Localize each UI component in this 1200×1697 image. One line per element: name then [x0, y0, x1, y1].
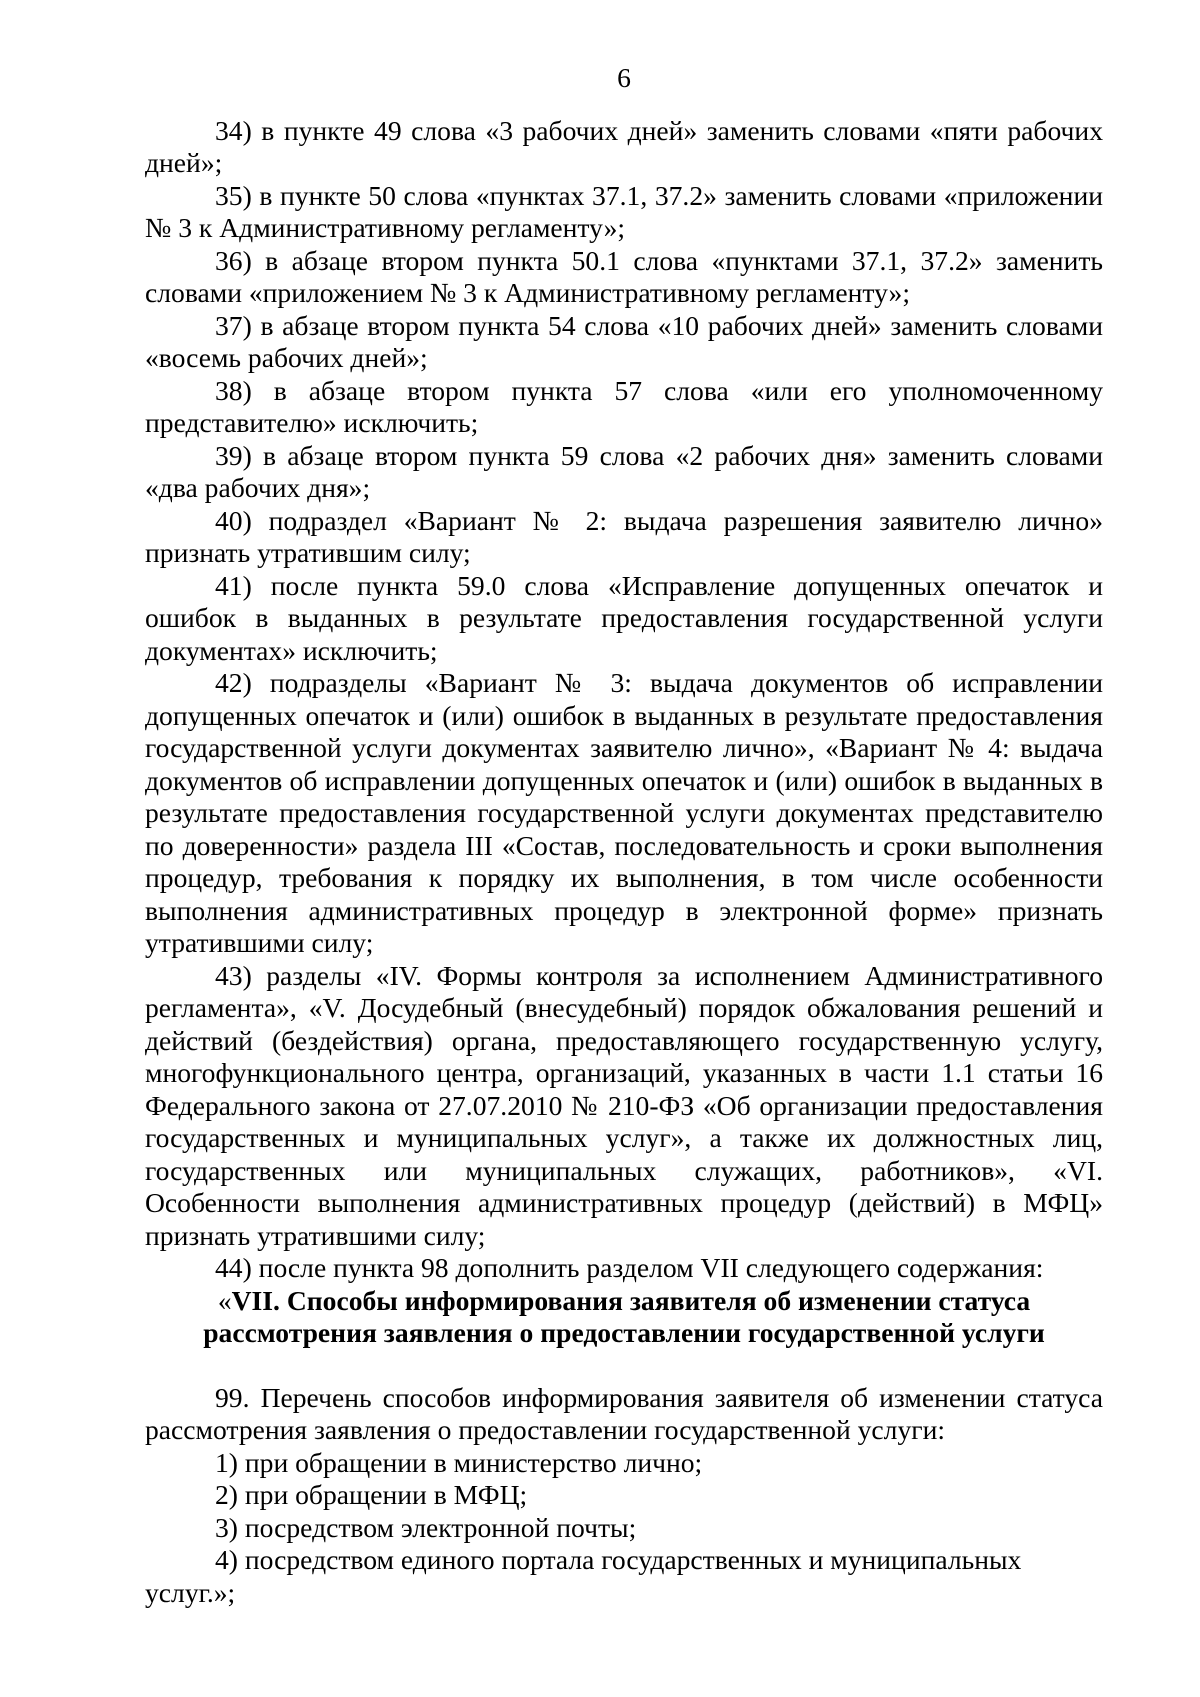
- item-41: 41) после пункта 59.0 слова «Исправление допущенных опечаток и ошибок в выданных в результате предоставления государственной услуги документах» исключить;: [145, 569, 1103, 666]
- item-39: 39) в абзаце втором пункта 59 слова «2 рабочих дня» заменить словами «два рабочих дня»;: [145, 439, 1103, 503]
- item-35: 35) в пункте 50 слова «пунктах 37.1, 37.2» заменить словами «приложении № 3 к Административному регламенту»;: [145, 179, 1103, 243]
- method-1: 1) при обращении в министерство лично;: [215, 1446, 703, 1478]
- item-36: 36) в абзаце втором пункта 50.1 слова «пунктами 37.1, 37.2» заменить словами «приложением № 3 к Административному регламенту»;: [145, 244, 1103, 308]
- item-44: 44) после пункта 98 дополнить разделом VII следующего содержания:: [215, 1252, 1044, 1283]
- section-vii-heading: [145, 1285, 1103, 1350]
- method-4: 4) посредством единого портала государственных и муниципальных услуг.»;: [145, 1544, 1022, 1608]
- method-3: 3) посредством электронной почты;: [215, 1511, 637, 1543]
- item-42: 42) подразделы «Вариант № 3: выдача документов об исправлении допущенных опечаток и (или) ошибок в выданных в результате предоставления государственной услуги документах заявителю лично», «Вариант № 4: выдача документов об исправлении допущенных опечаток и (или) ошибок в выданных в результате предоставления государственной услуги документах представителю по доверенности» раздела III «Состав, последовательность и сроки выполнения процедур, требования к порядку их выполнения, в том числе особенности выполнения административных процедур в электронной форме» признать утратившими силу;: [145, 667, 1103, 958]
- section-vii-heading-line-1: [145, 1285, 1103, 1318]
- method-2: 2) при обращении в МФЦ;: [215, 1479, 528, 1510]
- opening-quote: «: [217, 1284, 232, 1316]
- item-37: 37) в абзаце втором пункта 54 слова «10 рабочих дней» заменить словами «восемь рабочих дней»;: [145, 309, 1103, 373]
- section-vii-heading-line-2: рассмотрения заявления о предоставлении государственной услуги: [203, 1317, 1045, 1348]
- clause-99: 99. Перечень способов информирования заявителя об изменении статуса рассмотрения заявления о предоставлении государственной услуги:: [145, 1381, 1103, 1445]
- heading-line-1-text: VII. Способы информирования заявителя об изменении статуса: [231, 1284, 1031, 1316]
- page-number: 6: [617, 62, 631, 93]
- item-34: 34) в пункте 49 слова «3 рабочих дней» заменить словами «пяти рабочих дней»;: [145, 114, 1103, 178]
- spacer: [145, 1350, 1103, 1382]
- item-40: 40) подраздел «Вариант № 2: выдача разрешения заявителю лично» признать утратившим силу;: [145, 504, 1103, 568]
- item-38: 38) в абзаце втором пункта 57 слова «или его уполномоченному представителю» исключить;: [145, 374, 1103, 438]
- item-43: 43) разделы «IV. Формы контроля за исполнением Административного регламента», «V. Досудебный (внесудебный) порядок обжалования решений и действий (бездействия) органа, предоставляющего государственную услугу, многофункционального центра, организаций, указанных в части 1.1 статьи 16 Федерального закона от 27.07.2010 № 210-ФЗ «Об организации предоставления государственных и муниципальных услуг», а также их должностных лиц, государственных или муниципальных служащих, работников», «VI. Особенности выполнения административных процедур (действий) в МФЦ» признать утратившими силу;: [145, 959, 1103, 1251]
